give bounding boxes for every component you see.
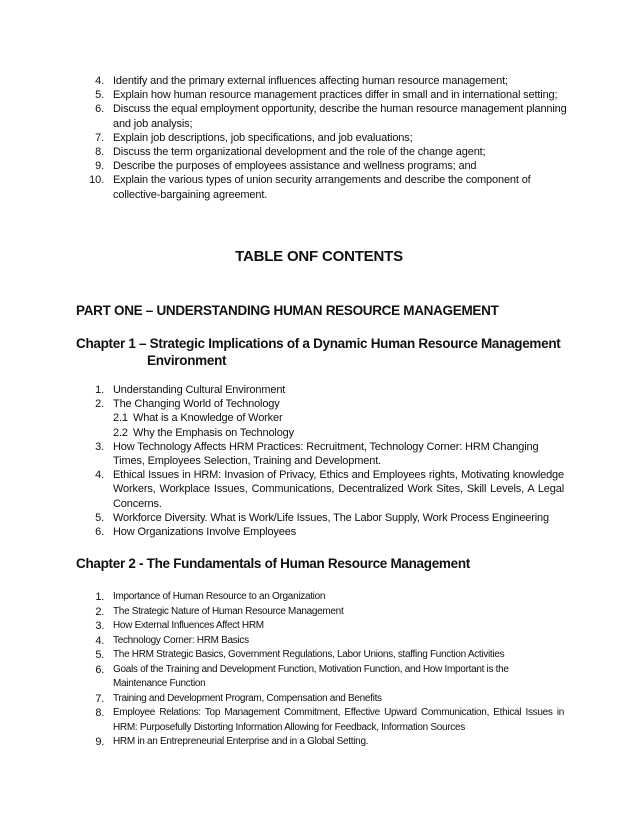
list-number: 7. xyxy=(95,692,104,705)
list-item xyxy=(80,605,564,620)
list-text: HRM in an Entrepreneurial Enterprise and in a Global Setting. xyxy=(113,736,369,747)
list-item xyxy=(80,159,568,173)
list-text: Ethical Issues in HRM: Invasion of Privacy, Ethics and Employees rights, Motivating knowledge Workers, Workplace Issues, Communications, Decentralized Work Sites, Skill Levels, A Legal Concerns. xyxy=(113,469,564,510)
list-number: 9. xyxy=(95,160,104,173)
list-number: 2. xyxy=(95,398,104,411)
list-number: 8. xyxy=(95,146,104,159)
list-item xyxy=(80,88,568,102)
list-item xyxy=(80,706,564,735)
list-number: 4. xyxy=(95,469,104,482)
sub-list-number: 2.1 xyxy=(113,412,128,425)
list-item xyxy=(80,590,564,605)
list-text: How External Influences Affect HRM xyxy=(113,620,264,631)
list-text: The Changing World of Technology xyxy=(113,398,280,411)
list-item xyxy=(80,525,564,539)
sub-list-text: What is a Knowledge of Worker xyxy=(133,412,283,425)
list-number: 1. xyxy=(95,384,104,396)
list-item xyxy=(80,173,568,201)
sub-list-item xyxy=(113,411,564,425)
list-item xyxy=(80,692,564,707)
list-item xyxy=(80,634,564,649)
list-item xyxy=(80,440,564,468)
sub-list-text: Why the Emphasis on Technology xyxy=(133,426,294,439)
sub-list-number: 2.2 xyxy=(113,426,128,439)
list-number: 6. xyxy=(95,663,104,676)
list-text: Training and Development Program, Compensation and Benefits xyxy=(113,692,382,704)
list-number: 7. xyxy=(95,131,104,144)
list-item xyxy=(80,511,564,525)
chapter-2-heading: Chapter 2 - The Fundamentals of Human Resource Management xyxy=(76,556,470,571)
list-item xyxy=(80,663,564,692)
list-item xyxy=(80,131,568,145)
list-number: 6. xyxy=(95,103,104,116)
list-item xyxy=(80,619,564,634)
list-number: 5. xyxy=(95,511,104,524)
list-item xyxy=(80,648,564,663)
list-text: How Technology Affects HRM Practices: Recruitment, Technology Corner: HRM Changing Times, Employees Selection, Training and Development. xyxy=(113,440,539,468)
chapter-1-heading xyxy=(76,335,561,369)
list-item xyxy=(80,735,564,750)
list-text: Explain job descriptions, job specifications, and job evaluations; xyxy=(113,131,413,144)
list-number: 2. xyxy=(95,605,104,618)
part-one-heading: PART ONE – UNDERSTANDING HUMAN RESOURCE MANAGEMENT xyxy=(76,303,499,318)
list-number: 3. xyxy=(95,440,104,453)
chapter-1-list xyxy=(80,383,564,539)
list-item xyxy=(80,468,564,511)
chapter-1-title-line1: Chapter 1 – Strategic Implications of a Dynamic Human Resource Management xyxy=(76,336,561,351)
list-text: Describe the purposes of employees assistance and wellness programs; and xyxy=(113,160,477,173)
list-number: 5. xyxy=(95,649,104,661)
list-item xyxy=(80,102,568,130)
toc-title: TABLE ONF CONTENTS xyxy=(235,248,403,265)
list-text: Technology Corner: HRM Basics xyxy=(113,634,249,646)
list-number: 1. xyxy=(95,591,104,603)
list-text: Workforce Diversity. What is Work/Life Issues, The Labor Supply, Work Process Engineering xyxy=(113,511,549,524)
list-text: How Organizations Involve Employees xyxy=(113,526,297,539)
list-number: 4. xyxy=(95,75,104,87)
list-number: 9. xyxy=(95,736,104,748)
list-text: Importance of Human Resource to an Organization xyxy=(113,591,326,602)
objectives-list xyxy=(80,74,568,202)
list-text: Goals of the Training and Development Function, Motivation Function, and How Important is the Maintenance Function xyxy=(113,663,509,689)
list-text: Discuss the term organizational development and the role of the change agent; xyxy=(113,146,486,159)
list-item xyxy=(80,74,568,88)
list-text: The HRM Strategic Basics, Government Regulations, Labor Unions, staffing Function Activities xyxy=(113,649,505,660)
list-item xyxy=(80,145,568,159)
list-number: 4. xyxy=(95,634,104,647)
chapter-2-list xyxy=(80,590,564,750)
list-text: Explain the various types of union security arrangements and describe the component of collective-bargaining agreement. xyxy=(113,174,531,201)
list-number: 6. xyxy=(95,526,104,539)
list-number: 8. xyxy=(95,707,104,719)
list-text: Identify and the primary external influences affecting human resource management; xyxy=(113,75,508,87)
list-text: Understanding Cultural Environment xyxy=(113,384,286,396)
list-text: Discuss the equal employment opportunity, describe the human resource management planning and job analysis; xyxy=(113,103,567,130)
sub-list-item xyxy=(113,426,564,440)
list-item xyxy=(80,383,564,397)
list-item xyxy=(80,397,564,411)
list-text: Employee Relations: Top Management Commitment, Effective Upward Communication, Ethical Issues in HRM: Purposefully Distorting Information Allowing for Feedback, Information Sources xyxy=(113,707,564,733)
chapter-1-title-line2: Environment xyxy=(147,353,227,368)
list-number: 3. xyxy=(95,620,104,632)
list-text: The Strategic Nature of Human Resource Management xyxy=(113,605,344,617)
list-number: 5. xyxy=(95,89,104,102)
list-number: 10. xyxy=(89,174,104,187)
list-text: Explain how human resource management practices differ in small and in international setting; xyxy=(113,89,558,102)
